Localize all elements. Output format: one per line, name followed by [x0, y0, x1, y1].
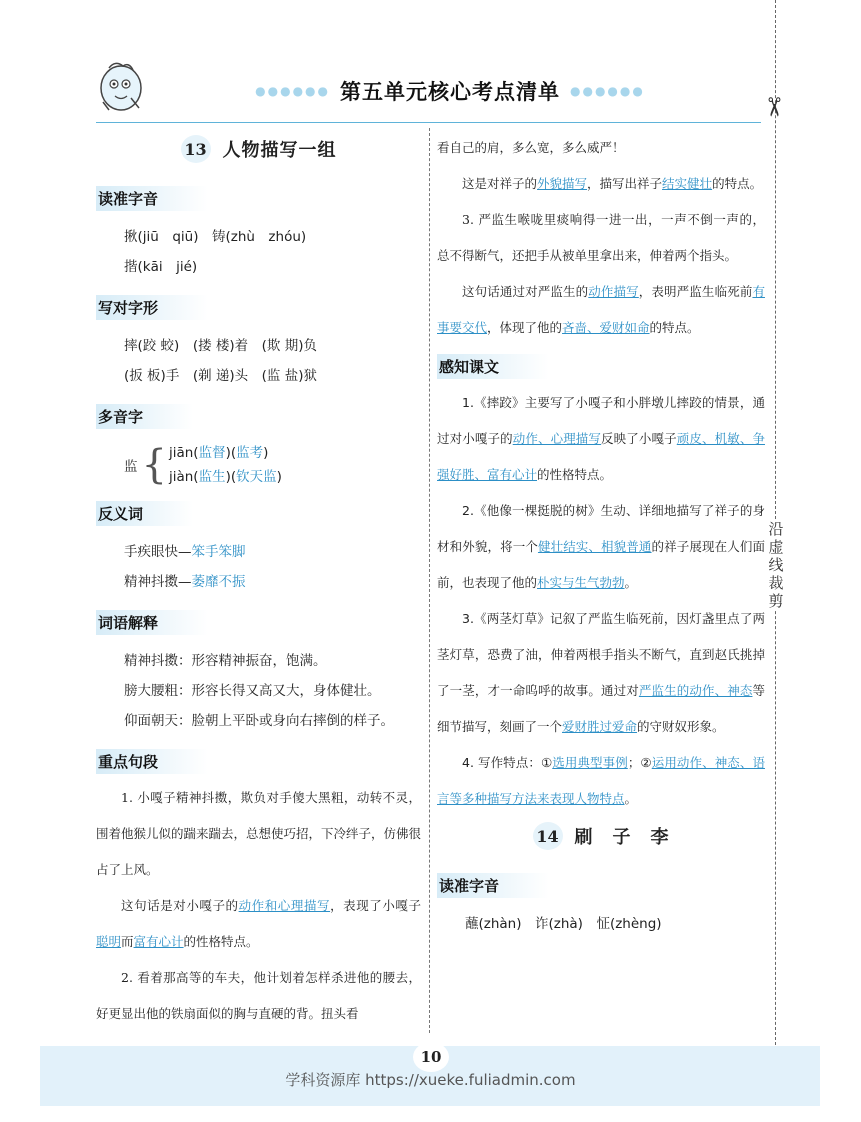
answer: 严监生的动作、神态	[638, 683, 753, 698]
perceive-item-2	[437, 493, 765, 601]
answer: 动作描写	[588, 284, 639, 299]
mascot-logo-icon	[95, 58, 147, 116]
section-heading-write: 写对字形	[96, 295, 208, 320]
pinyin: jiàn(	[168, 469, 199, 485]
answer: 健壮结实、相貌普通	[537, 539, 652, 554]
text: ；②	[627, 755, 652, 770]
key-sentence-2-tail: 看自己的肩，多么宽，多么威严！	[437, 140, 625, 155]
text: 反映了小嘎子	[601, 431, 677, 446]
answer: 富有心计	[133, 934, 184, 949]
text: ，表现了小嘎子	[330, 898, 421, 913]
brace-icon: {	[141, 442, 167, 488]
key-sentence-3: 3. 严监生喉咙里痰响得一进一出，一声不倒一声的，总不得断气，还把手从被单里拿出来，伸着两个指头。	[437, 212, 765, 263]
section-heading-poly: 多音字	[96, 404, 193, 429]
punct: )(	[225, 469, 237, 485]
polyphone-reading	[169, 465, 282, 489]
text: 这句话是对小嘎子的	[121, 898, 239, 913]
answer: 结实健壮	[662, 176, 713, 191]
write-line: (扳 板)手 (剃 递)头 (监 盐)狱	[124, 368, 317, 384]
key-analysis-1	[96, 888, 421, 960]
answer: 有事要交代	[437, 284, 765, 335]
antonym-line	[124, 542, 421, 562]
answer: 监督	[198, 445, 226, 461]
perceive-item-3	[437, 601, 765, 745]
section-heading-read: 读准字音	[96, 186, 208, 211]
read-line: 蘸(zhàn) 诈(zhà) 怔(zhèng)	[465, 916, 662, 932]
answer: 钦天监	[236, 469, 277, 485]
antonym-answer: 笨手笨脚	[191, 544, 246, 560]
antonym-word: 精神抖擞—	[124, 574, 192, 590]
text: ，描写出祥子	[587, 176, 663, 191]
antonym-word: 手疾眼快—	[124, 544, 192, 560]
lesson-number: 13	[181, 135, 211, 163]
answer: 监生	[198, 469, 226, 485]
text: 的祥子展现在人们面前，也表现了他的	[437, 539, 765, 590]
page-number: 10	[413, 1042, 449, 1072]
lesson-number: 14	[533, 822, 563, 850]
word-definition: 仰面朝天：脸朝上平卧或身向右摔倒的样子。	[124, 713, 394, 729]
write-line: 摔(跤 蛟) (搂 楼)着 (欺 期)负	[124, 338, 317, 354]
key-analysis-2	[437, 166, 765, 202]
text: 这句话通过对严监生的	[462, 284, 589, 299]
answer: 运用动作、神态、语言等多种描写方法来表现人物特点	[437, 755, 765, 806]
text: 。	[624, 791, 638, 806]
text: 的守财奴形象。	[637, 719, 725, 734]
punct: )	[263, 445, 269, 461]
scissors-icon: ✂	[757, 96, 788, 118]
polyphone-reading	[169, 441, 282, 465]
answer: 顽皮、机敏、争强好胜、富有心计	[437, 431, 765, 482]
text: 4. 写作特点：①	[462, 755, 553, 770]
answer: 外貌描写	[537, 176, 588, 191]
text: 而	[121, 934, 134, 949]
page-header	[150, 74, 750, 108]
punct: )(	[225, 445, 237, 461]
section-heading-key: 重点句段	[96, 749, 208, 774]
right-column	[437, 130, 765, 944]
text: 的性格特点。	[183, 934, 259, 949]
section-heading-perceive: 感知课文	[437, 354, 549, 379]
answer: 吝啬、爱财如命	[562, 320, 650, 335]
word-definition: 膀大腰粗：形容长得又高又大，身体健壮。	[124, 683, 381, 699]
lesson-14-title	[437, 821, 765, 851]
section-heading-read-14: 读准字音	[437, 873, 549, 898]
polyphone-readings	[169, 441, 282, 489]
watermark-text: 学科资源库 https://xueke.fuliadmin.com	[285, 1071, 576, 1089]
answer: 监考	[236, 445, 264, 461]
text: 2.《他像一棵挺脱的树》生动、详细地描写了祥子的身材和外貌，将一个	[437, 503, 765, 554]
cut-guide-label: 沿虚线裁剪	[768, 520, 784, 610]
polyphone-block	[124, 441, 421, 489]
key-sentence-1: 1. 小嘎子精神抖擞，欺负对手傻大黑粗，动转不灵，围着他猴儿似的踹来踹去，总想使巧招，下冷绊子，仿佛很占了上风。	[96, 790, 422, 877]
section-heading-antonym: 反义词	[96, 501, 193, 526]
header-rule	[96, 122, 761, 123]
key-analysis-3	[437, 274, 765, 346]
header-dots-right: ●●●●●●	[570, 84, 645, 98]
answer: 动作和心理描写	[238, 898, 331, 913]
text: 1.《摔跤》主要写了小嘎子和小胖墩儿摔跤的情景，通过对小嘎子的	[437, 395, 765, 446]
text: ，体现了他的	[487, 320, 563, 335]
word-definition: 精神抖擞：形容精神振奋，饱满。	[124, 653, 327, 669]
answer: 聪明	[96, 934, 122, 949]
antonym-answer: 萎靡不振	[191, 574, 246, 590]
section-heading-words: 词语解释	[96, 610, 208, 635]
answer: 动作、心理描写	[512, 431, 602, 446]
key-sentence-2: 2. 看着那高等的车夫，他计划着怎样杀进他的腰去，好更显出他的铁扇面似的胸与直硬的背。扭头看	[96, 970, 421, 1021]
lesson-name: 刷 子 李	[574, 827, 670, 848]
text: 。	[624, 575, 638, 590]
text: 的特点。	[649, 320, 700, 335]
text: ，表明严监生临死前	[638, 284, 753, 299]
polyphone-char: 监	[124, 459, 138, 475]
left-column	[96, 130, 421, 1032]
antonym-line	[124, 572, 421, 592]
text: 等细节描写，刻画了一个	[437, 683, 765, 734]
page-title: 第五单元核心考点清单	[340, 79, 560, 104]
text: 的特点。	[712, 176, 763, 191]
text: 这是对祥子的	[462, 176, 538, 191]
answer: 朴实与生气勃勃	[537, 575, 625, 590]
pinyin: jiān(	[168, 445, 199, 461]
perceive-item-1	[437, 385, 765, 493]
answer: 选用典型事例	[552, 755, 628, 770]
perceive-item-4	[437, 745, 765, 817]
header-dots-left: ●●●●●●	[255, 84, 330, 98]
answer: 爱财胜过爱命	[562, 719, 638, 734]
text: 3.《两茎灯草》记叙了严监生临死前，因灯盏里点了两茎灯草，恐费了油，伸着两根手指头不断气，直到赵氏挑掉了一茎，才一命呜呼的故事。通过对	[437, 611, 765, 698]
punct: )	[276, 469, 282, 485]
lesson-13-title	[96, 134, 421, 164]
read-line: 揪(jiū qiū) 铸(zhù zhóu)	[124, 229, 307, 245]
column-divider	[429, 128, 430, 1033]
lesson-name: 人物描写一组	[222, 140, 337, 161]
text: 的性格特点。	[537, 467, 613, 482]
read-line: 揩(kāi jié)	[124, 259, 198, 275]
